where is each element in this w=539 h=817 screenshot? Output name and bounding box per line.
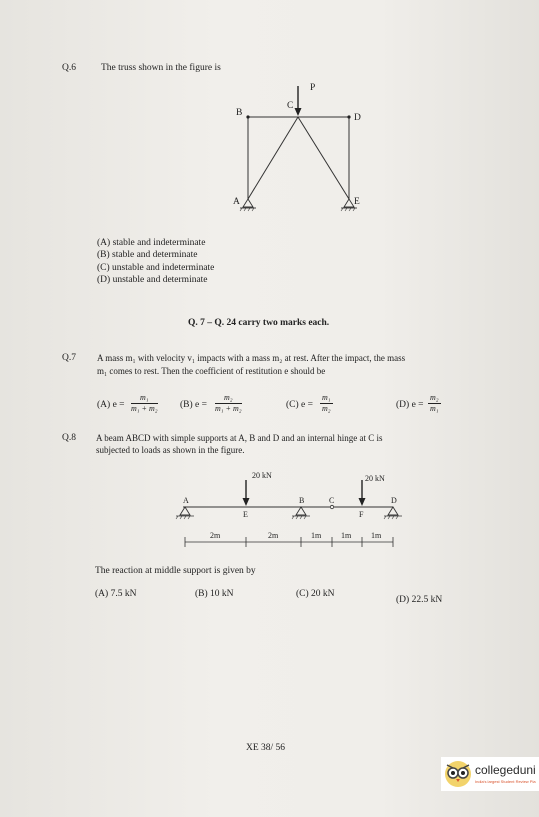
q7-line2: m₁ comes to rest. Then the coefficient of restitution e should be <box>97 366 326 376</box>
beam-dim-fd: 1m <box>371 531 382 540</box>
q6-option-b: (B) stable and determinate <box>97 250 198 260</box>
q6-number: Q.6 <box>62 63 76 73</box>
truss-label-b: B <box>236 108 243 118</box>
beam-label-d: D <box>391 496 397 505</box>
q7-c-numerator: m₁ <box>322 393 331 402</box>
truss-label-d: D <box>354 113 361 123</box>
beam-label-c: C <box>329 496 335 505</box>
truss-label-a: A <box>233 197 240 207</box>
q7-b-numerator: m₂ <box>215 393 242 404</box>
truss-label-c: C <box>287 101 294 111</box>
truss-label-e: E <box>354 197 360 207</box>
q7-a-numerator: m₁ <box>131 393 158 404</box>
beam-label-b: B <box>299 496 305 505</box>
beam-dim-bc: 1m <box>311 531 322 540</box>
q7-b-denominator: m₁ + m₂ <box>215 404 242 413</box>
q6-option-c: (C) unstable and indeterminate <box>97 263 215 273</box>
collegeduni-logo <box>441 757 539 791</box>
q8-option-b: (B) 10 kN <box>195 589 234 599</box>
section-heading: Q. 7 – Q. 24 carry two marks each. <box>188 318 330 328</box>
q6-text: The truss shown in the figure is <box>101 63 221 73</box>
beam-label-f: F <box>359 510 364 519</box>
q8-option-a: (A) 7.5 kN <box>95 589 137 599</box>
q7-number: Q.7 <box>62 353 76 363</box>
q6-option-a: (A) stable and indeterminate <box>97 238 206 248</box>
q7-option-b-label: (B) e = <box>180 400 207 410</box>
q7-d-denominator: m₁ <box>430 404 439 413</box>
logo-name: collegeduni <box>475 763 536 777</box>
q7-a-denominator: m₁ + m₂ <box>131 404 158 413</box>
q6-option-d: (D) unstable and determinate <box>97 275 208 285</box>
truss-label-p: P <box>310 83 316 93</box>
beam-load-e: 20 kN <box>252 471 272 480</box>
beam-label-a: A <box>183 496 189 505</box>
q8-option-c: (C) 20 kN <box>296 589 335 599</box>
q7-d-numerator: m₂ <box>430 393 439 402</box>
beam-label-e: E <box>243 510 248 519</box>
logo-tagline: India's largest Student Review Pla <box>475 779 536 784</box>
beam-load-f: 20 kN <box>365 474 385 483</box>
beam-dim-cf: 1m <box>341 531 352 540</box>
q8-number: Q.8 <box>62 433 76 443</box>
q7-line1: A mass m₁ with velocity v₁ impacts with a mass m₂ at rest. After the impact, the mass <box>97 353 406 363</box>
q7-c-denominator: m₂ <box>322 404 331 413</box>
q7-option-a-label: (A) e = <box>97 400 125 410</box>
q8-line2: subjected to loads as shown in the figure. <box>96 445 245 455</box>
beam-dim-eb: 2m <box>268 531 279 540</box>
q7-option-d-label: (D) e = <box>396 400 424 410</box>
beam-dim-ae: 2m <box>210 531 221 540</box>
owl-icon <box>443 759 473 789</box>
page-footer: XE 38/ 56 <box>246 743 286 753</box>
q8-prompt: The reaction at middle support is given by <box>95 566 256 576</box>
q7-option-c-label: (C) e = <box>286 400 313 410</box>
q8-option-d: (D) 22.5 kN <box>396 595 443 605</box>
q8-line1: A beam ABCD with simple supports at A, B and D and an internal hinge at C is <box>96 433 383 443</box>
